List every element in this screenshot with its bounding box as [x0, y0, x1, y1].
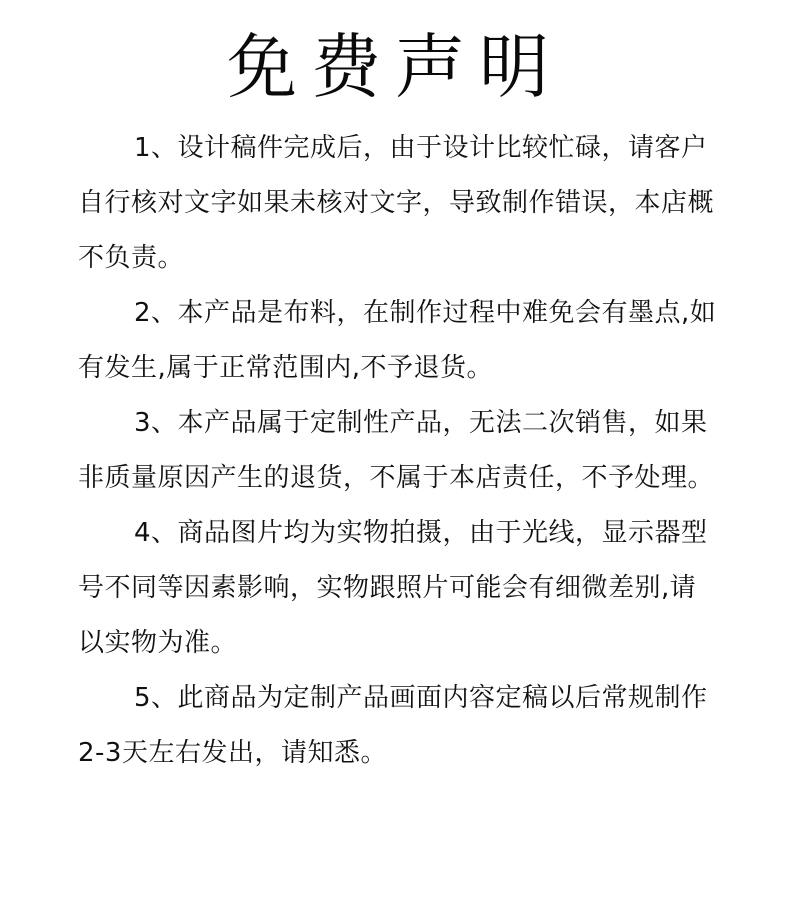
disclaimer-item-2: 2、本产品是布料，在制作过程中难免会有墨点,如有发生,属于正常范围内,不予退货。	[78, 298, 717, 383]
disclaimer-body	[78, 121, 718, 781]
page-title: 免费声明	[227, 26, 563, 108]
disclaimer-item-5: 5、此商品为定制产品画面内容定稿以后常规制作2-3天左右发出，请知悉。	[78, 683, 708, 768]
disclaimer-item-4: 4、商品图片均为实物拍摄，由于光线，显示器型号不同等因素影响，实物跟照片可能会有细微差别,请以实物为准。	[78, 518, 708, 658]
disclaimer-item-1: 1、设计稿件完成后，由于设计比较忙碌，请客户自行核对文字如果未核对文字，导致制作错误，本店概不负责。	[78, 133, 715, 273]
disclaimer-item-3: 3、本产品属于定制性产品，无法二次销售，如果非质量原因产生的退货，不属于本店责任，不予处理。	[78, 408, 715, 493]
